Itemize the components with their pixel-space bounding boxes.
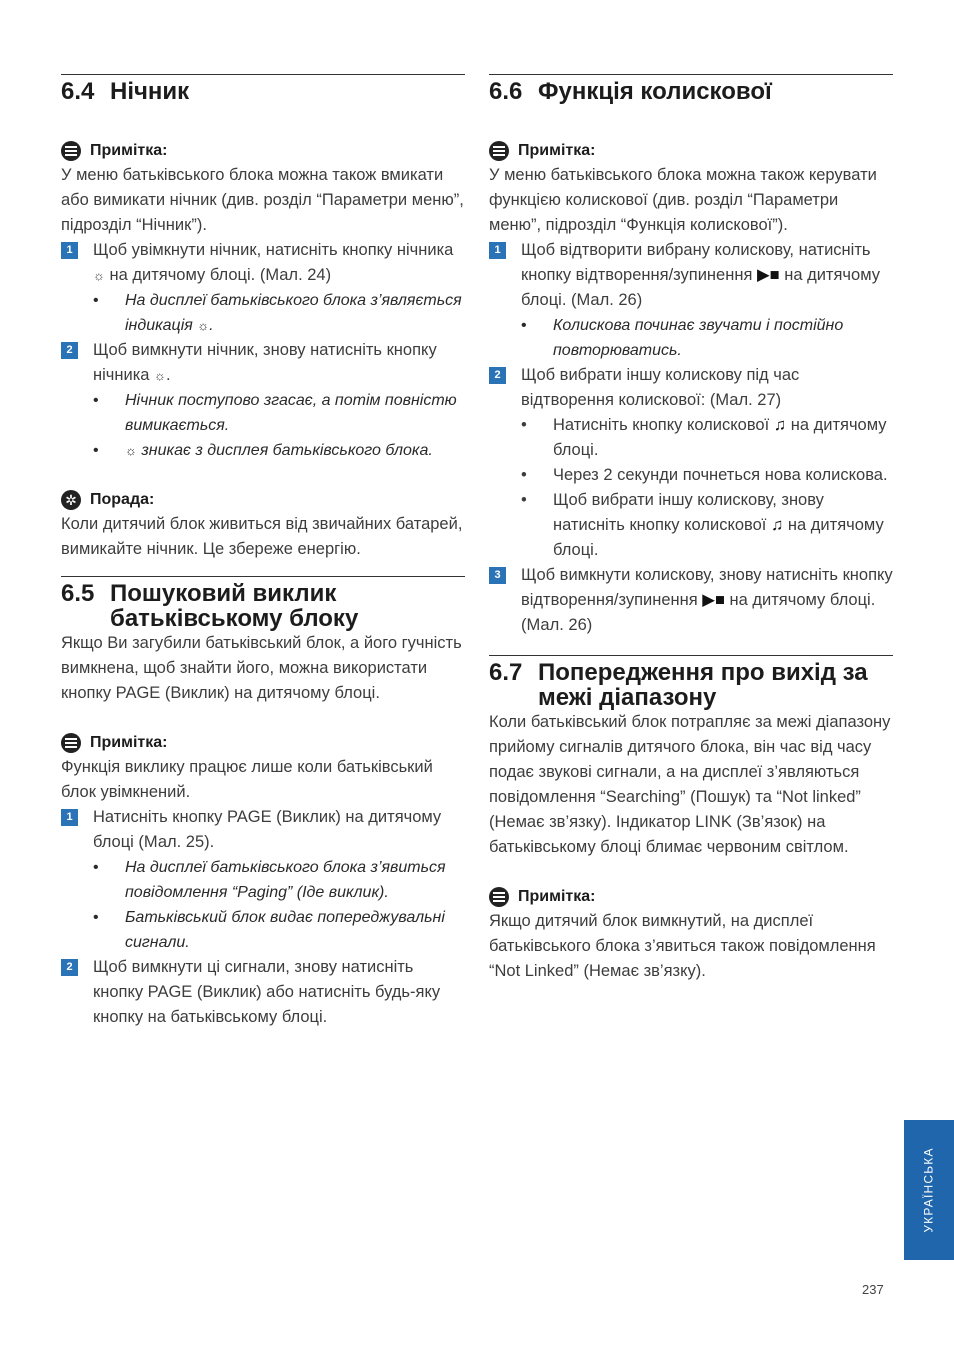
play-stop-icon: ▶■ xyxy=(756,266,780,284)
language-tab xyxy=(904,1120,954,1260)
list-item: • Через 2 секунди почнеться нова колискова. xyxy=(521,466,888,484)
section-6-5 xyxy=(61,576,465,631)
page-number: 237 xyxy=(862,1282,884,1297)
list-item: • Батьківський блок видає попереджувальні сигнали. xyxy=(93,909,445,951)
lullaby-icon: ♫ xyxy=(770,516,784,534)
note-heading: Примітка: xyxy=(61,138,465,163)
tip-icon: ✲ xyxy=(61,490,81,510)
step-1: 1 Щоб увімкнути нічник, натисніть кнопку нічника ☼ на дитячому блоці. (Мал. 24) xyxy=(61,238,465,288)
nightlight-icon: ☼ xyxy=(125,443,137,458)
note-icon xyxy=(61,733,81,753)
step-1: 1 Щоб відтворити вибрану колискову, натисніть кнопку відтворення/зупинення ▶■ на дитячому блоці. (Мал. 26) xyxy=(489,238,893,313)
step-number-badge: 1 xyxy=(61,809,78,826)
step-2: 2 Щоб вимкнути нічник, знову натисніть кнопку нічника ☼. xyxy=(61,338,465,388)
step-number-badge: 1 xyxy=(489,242,506,259)
right-column xyxy=(489,74,893,984)
note-text: У меню батьківського блока можна також керувати функцією колискової (див. розділ “Параметри меню”, підрозділ “Функція колискової”). xyxy=(489,166,877,234)
step-2: 2 Щоб вибрати іншу колискову під час відтворення колискової: (Мал. 27) xyxy=(489,363,893,413)
note-heading: Примітка: xyxy=(489,884,893,909)
note-heading: Примітка: xyxy=(489,138,893,163)
left-column xyxy=(61,74,465,1030)
list-item: • Колискова починає звучати і постійно повторюватись. xyxy=(521,317,844,359)
note-icon xyxy=(489,887,509,907)
section-heading: 6.7 Попередження про вихід за межі діапазону xyxy=(489,659,868,711)
section-intro: Коли батьківський блок потрапляє за межі діапазону прийому сигналів дитячого блока, він час від часу подає звукові сигнали, а на дисплеї з’являються повідомлення “Searching” (Пошук) та “Not linked” (Немає зв’язку). Індикатор LINK (Зв’язок) на батьківському блоці блимає червоним світлом. xyxy=(489,713,891,856)
step-number-badge: 2 xyxy=(489,367,506,384)
step-number-badge: 2 xyxy=(61,342,78,359)
nightlight-icon: ☼ xyxy=(154,368,166,383)
language-label: УКРАЇНСЬКА xyxy=(922,1147,937,1233)
note-heading: Примітка: xyxy=(61,730,465,755)
nightlight-icon: ☼ xyxy=(197,318,210,333)
list-item: • На дисплеї батьківського блока з’являється індикація ☼. xyxy=(93,292,462,334)
play-stop-icon: ▶■ xyxy=(702,591,725,609)
lullaby-icon: ♫ xyxy=(773,416,787,434)
note-text: У меню батьківського блока можна також вмикати або вимикати нічник (див. розділ “Параметри меню”, підрозділ “Нічник”). xyxy=(61,166,464,234)
step-number-badge: 2 xyxy=(61,959,78,976)
step-3: 3 Щоб вимкнути колискову, знову натисніть кнопку відтворення/зупинення ▶■ на дитячому блоці. (Мал. 26) xyxy=(489,563,893,638)
note-text: Функція виклику працює лише коли батьківський блок увімкнений. xyxy=(61,758,433,801)
section-6-7 xyxy=(489,655,893,710)
section-6-4 xyxy=(61,74,465,104)
section-heading: 6.6 Функція колискової xyxy=(489,78,772,105)
nightlight-icon: ☼ xyxy=(93,268,105,283)
list-item: • ☼ зникає з дисплея батьківського блока. xyxy=(93,442,433,459)
list-item: • На дисплеї батьківського блока з’явиться повідомлення “Paging” (Іде виклик). xyxy=(93,859,446,901)
note-icon xyxy=(489,141,509,161)
section-6-6 xyxy=(489,74,893,104)
step-number-badge: 1 xyxy=(61,242,78,259)
section-heading: 6.5 Пошуковий виклик батьківському блоку xyxy=(61,580,359,632)
list-item: • Щоб вибрати іншу колискову, знову натисніть кнопку колискової ♫ на дитячому блоці. xyxy=(521,491,884,559)
section-heading: 6.4 Нічник xyxy=(61,78,190,105)
step-1: 1 Натисніть кнопку PAGE (Виклик) на дитячому блоці (Мал. 25). xyxy=(61,805,465,855)
note-text: Якщо дитячий блок вимкнутий, на дисплеї батьківського блока з’явиться також повідомлення “Not Linked” (Немає зв’язку). xyxy=(489,912,876,980)
section-intro: Якщо Ви загубили батьківський блок, а його гучність вимкнена, щоб знайти його, можна використати кнопку PAGE (Виклик) на дитячому блоці. xyxy=(61,634,462,702)
list-item: • Натисніть кнопку колискової ♫ на дитячому блоці. xyxy=(521,416,887,459)
tip-heading: ✲ Порада: xyxy=(61,487,465,512)
step-2: 2 Щоб вимкнути ці сигнали, знову натисніть кнопку PAGE (Виклик) або натисніть будь-яку кнопку на батьківському блоці. xyxy=(61,955,465,1030)
step-number-badge: 3 xyxy=(489,567,506,584)
tip-text: Коли дитячий блок живиться від звичайних батарей, вимикайте нічник. Це збереже енергію. xyxy=(61,515,463,558)
list-item: • Нічник поступово згасає, а потім повністю вимикається. xyxy=(93,392,457,434)
note-icon xyxy=(61,141,81,161)
